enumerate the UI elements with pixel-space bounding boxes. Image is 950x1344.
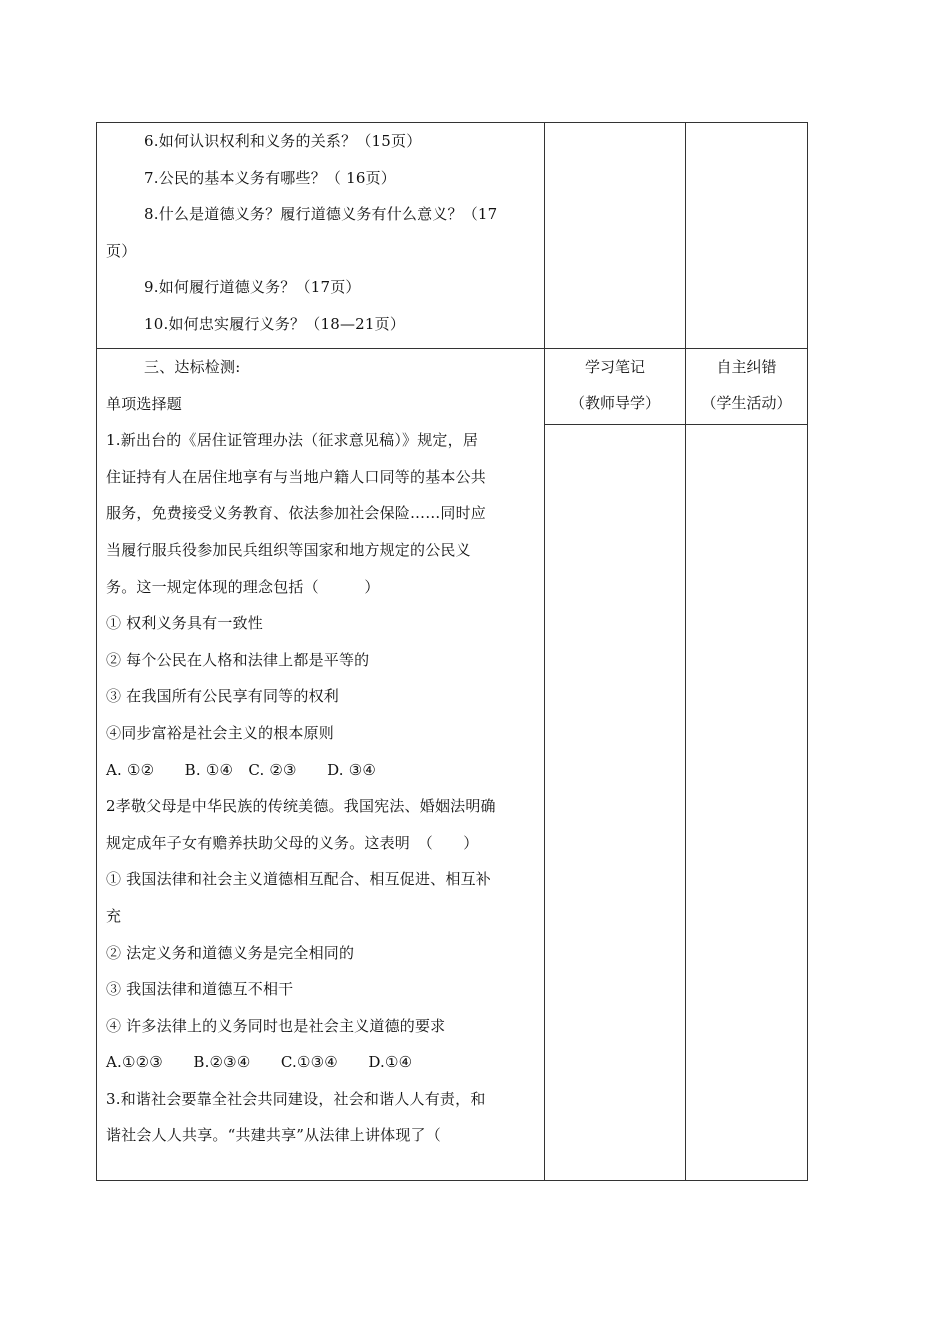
question-line: 10.如何忠实履行义务？（18—21页） [144, 314, 406, 333]
correction-cell [686, 123, 808, 349]
question-line: 9.如何履行道德义务？（17页） [144, 278, 361, 297]
question-line: 2孝敬父母是中华民族的传统美德。我国宪法、婚姻法明确 [106, 797, 496, 816]
notes-answer-cell [545, 425, 686, 1181]
question-line: 谐社会人人共享。“共建共享”从法律上讲体现了（ [106, 1126, 441, 1145]
option-line: ③ 在我国所有公民享有同等的权利 [106, 687, 339, 706]
correction-header-title: 自主纠错 [716, 358, 777, 376]
question-line: 3.和谐社会要靠全社会共同建设，社会和谐人人有责，和 [106, 1089, 486, 1108]
correction-answer-cell [686, 425, 808, 1181]
section-subheading: 单项选择题 [106, 394, 183, 413]
section-heading: 三、达标检测: [144, 358, 241, 376]
notes-header-cell [545, 349, 686, 425]
study-guide-table [96, 122, 808, 1181]
question-line: 6.如何认识权利和义务的关系？（15页） [144, 132, 422, 150]
option-line: 充 [106, 906, 122, 925]
notes-header-subtitle: （教师导学） [569, 394, 660, 412]
option-line: ④同步富裕是社会主义的根本原则 [106, 723, 335, 742]
option-line: ③ 我国法律和道德互不相干 [106, 980, 294, 999]
notes-cell [545, 123, 686, 349]
table-row [97, 349, 808, 425]
question-line: 1.新出台的《居住证管理办法（征求意见稿）》规定，居 [106, 431, 479, 450]
correction-header-cell [686, 349, 808, 425]
question-line: 当履行服兵役参加民兵组织等国家和地方规定的公民义 [106, 540, 471, 559]
option-line: ④ 许多法律上的义务同时也是社会主义道德的要求 [106, 1016, 446, 1035]
notes-header-title: 学习笔记 [584, 358, 645, 376]
correction-header-subtitle: （学生活动） [701, 394, 792, 412]
question-line: 页） [106, 241, 137, 260]
option-line: ① 权利义务具有一致性 [106, 614, 263, 633]
test-section-cell [97, 349, 545, 1181]
answer-choices: A.①②③ B.②③④ C.①③④ D.①④ [106, 1053, 413, 1072]
questions-block [97, 422, 544, 1154]
question-line: 7.公民的基本义务有哪些？（ 16页） [144, 168, 396, 187]
question-line: 8.什么是道德义务？履行道德义务有什么意义？（17 [144, 205, 498, 224]
option-line: ② 法定义务和道德义务是完全相同的 [106, 943, 355, 962]
table-row [97, 123, 808, 349]
question-line: 务。这一规定体现的理念包括（ ） [106, 577, 380, 596]
option-line: ② 每个公民在人格和法律上都是平等的 [106, 650, 370, 669]
question-line: 住证持有人在居住地享有与当地户籍人口同等的基本公共 [106, 467, 487, 486]
section-questions-cell [97, 123, 545, 349]
option-line: ① 我国法律和社会主义道德相互配合、相互促进、相互补 [106, 870, 491, 889]
question-line: 服务，免费接受义务教育、依法参加社会保险……同时应 [106, 504, 487, 523]
answer-choices: A. ①② B. ①④ C. ②③ D. ③④ [106, 760, 377, 779]
question-line: 规定成年子女有赡养扶助父母的义务。这表明 （ ） [106, 833, 479, 852]
